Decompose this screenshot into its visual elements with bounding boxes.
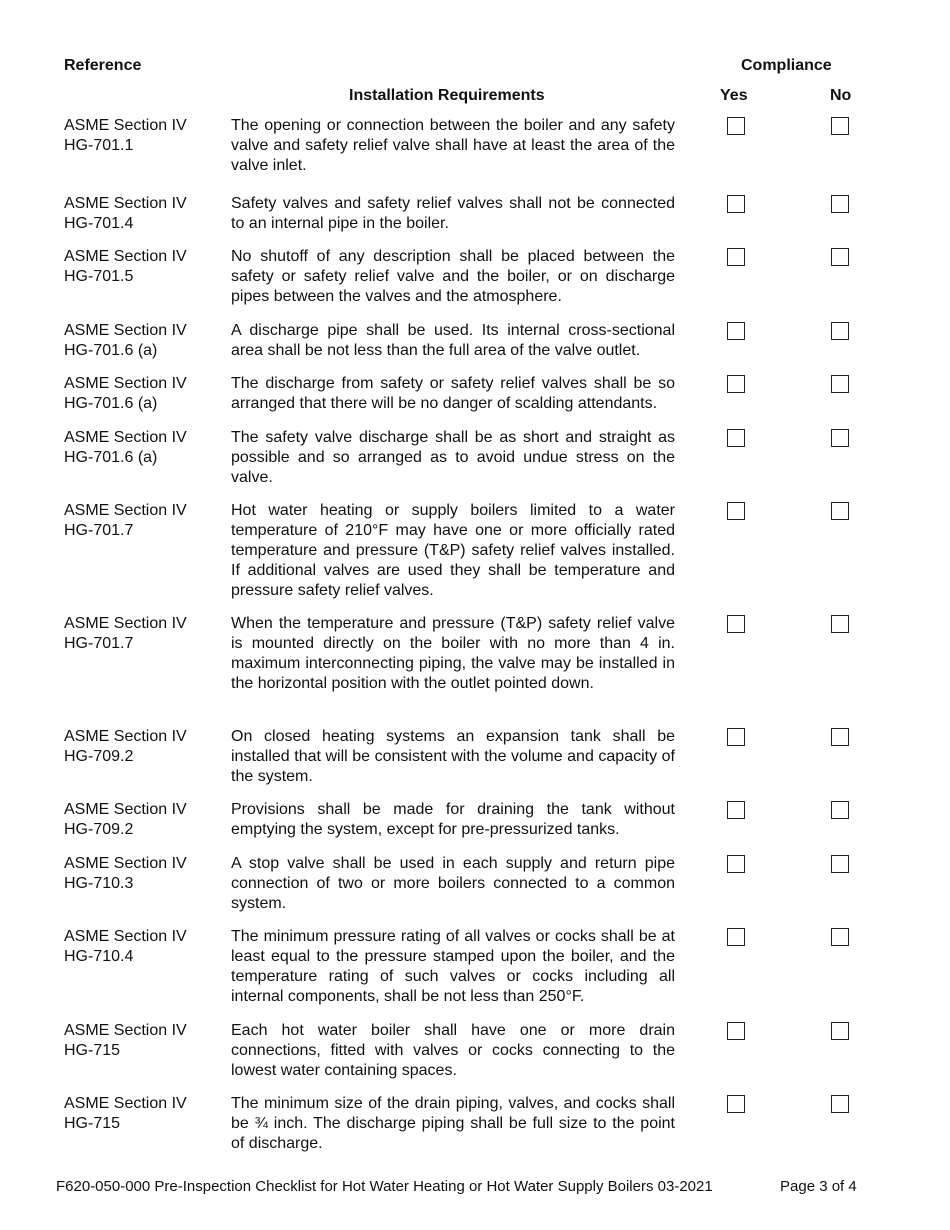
- reference-section: HG-710.4: [64, 948, 134, 965]
- yes-checkbox[interactable]: [727, 615, 745, 633]
- compliance-header: Compliance: [741, 57, 832, 74]
- requirement-text: The opening or connection between the boiler and any safety valve and safety relief valve shall have at least the area of the valve inlet.: [231, 117, 675, 174]
- page-number: Page 3 of 4: [780, 1178, 857, 1195]
- reference-section: HG-715: [64, 1042, 121, 1059]
- reference-cell: [64, 1021, 224, 1061]
- yes-checkbox[interactable]: [727, 855, 745, 873]
- reference-code: ASME Section IV: [64, 117, 187, 134]
- requirement-text: A discharge pipe shall be used. Its internal cross-sectional area shall be not less than the full area of the valve outlet.: [231, 322, 675, 359]
- requirement-text: Each hot water boiler shall have one or more drain connections, fitted with valves or cocks connecting to the lowest water containing spaces.: [231, 1022, 675, 1079]
- reference-code: ASME Section IV: [64, 615, 187, 632]
- requirement-text: A stop valve shall be used in each supply and return pipe connection of two or more boilers connected to a common system.: [231, 855, 675, 912]
- yes-checkbox[interactable]: [727, 1022, 745, 1040]
- reference-code: ASME Section IV: [64, 502, 187, 519]
- requirement-text: When the temperature and pressure (T&P) safety relief valve is mounted directly on the boiler with no more than 4 in. maximum interconnecting piping, the valve may be installed in the horizontal position with the outlet pointed down.: [231, 615, 675, 692]
- no-checkbox[interactable]: [831, 429, 849, 447]
- reference-header: Reference: [64, 57, 142, 74]
- yes-checkbox[interactable]: [727, 322, 745, 340]
- no-checkbox[interactable]: [831, 615, 849, 633]
- no-column-header: No: [830, 87, 852, 104]
- reference-cell: [64, 374, 224, 414]
- no-checkbox[interactable]: [831, 322, 849, 340]
- yes-checkbox[interactable]: [727, 195, 745, 213]
- reference-cell: [64, 321, 224, 361]
- requirement-text: The safety valve discharge shall be as short and straight as possible and so arranged as to avoid undue stress on the valve.: [231, 429, 675, 486]
- reference-code: ASME Section IV: [64, 322, 187, 339]
- form-title-footer: F620-050-000 Pre-Inspection Checklist for Hot Water Heating or Hot Water Supply Boilers 03-2021: [56, 1178, 713, 1195]
- no-checkbox[interactable]: [831, 248, 849, 266]
- no-checkbox[interactable]: [831, 195, 849, 213]
- reference-cell: [64, 194, 224, 234]
- yes-checkbox[interactable]: [727, 375, 745, 393]
- requirement-text: The minimum pressure rating of all valves or cocks shall be at least equal to the pressure stamped upon the boiler, and the temperature rating of such valves or cocks including all internal components, shall be not less than 250°F.: [231, 928, 675, 1005]
- yes-checkbox[interactable]: [727, 117, 745, 135]
- yes-column-header: Yes: [720, 87, 748, 104]
- reference-section: HG-710.3: [64, 875, 134, 892]
- no-checkbox[interactable]: [831, 928, 849, 946]
- reference-section: HG-701.6 (a): [64, 449, 158, 466]
- reference-cell: [64, 854, 224, 894]
- reference-code: ASME Section IV: [64, 195, 187, 212]
- no-checkbox[interactable]: [831, 375, 849, 393]
- reference-code: ASME Section IV: [64, 855, 187, 872]
- yes-checkbox[interactable]: [727, 928, 745, 946]
- reference-section: HG-701.1: [64, 137, 134, 154]
- reference-cell: [64, 501, 224, 541]
- requirement-text: Hot water heating or supply boilers limited to a water temperature of 210°F may have one or more officially rated temperature and pressure (T&P) safety relief valves installed. If additional valves are used they shall be temperature and pressure safety relief valves.: [231, 502, 675, 599]
- reference-code: ASME Section IV: [64, 928, 187, 945]
- reference-section: HG-701.7: [64, 635, 134, 652]
- no-checkbox[interactable]: [831, 1095, 849, 1113]
- yes-checkbox[interactable]: [727, 801, 745, 819]
- no-checkbox[interactable]: [831, 117, 849, 135]
- reference-code: ASME Section IV: [64, 429, 187, 446]
- yes-checkbox[interactable]: [727, 248, 745, 266]
- reference-code: ASME Section IV: [64, 375, 187, 392]
- requirement-text: No shutoff of any description shall be placed between the safety or safety relief valve and the boiler, or on discharge pipes between the valves and the atmosphere.: [231, 248, 675, 305]
- reference-cell: [64, 247, 224, 287]
- reference-cell: [64, 927, 224, 967]
- requirement-text: On closed heating systems an expansion tank shall be installed that will be consistent with the volume and capacity of the system.: [231, 728, 675, 785]
- yes-checkbox[interactable]: [727, 429, 745, 447]
- no-checkbox[interactable]: [831, 801, 849, 819]
- reference-code: ASME Section IV: [64, 248, 187, 265]
- reference-cell: [64, 116, 224, 156]
- reference-section: HG-709.2: [64, 748, 134, 765]
- reference-section: HG-701.4: [64, 215, 134, 232]
- reference-cell: [64, 1094, 224, 1134]
- requirement-text: The minimum size of the drain piping, valves, and cocks shall be ¾ inch. The discharge piping shall be full size to the point of discharge.: [231, 1095, 675, 1152]
- reference-cell: [64, 428, 224, 468]
- reference-code: ASME Section IV: [64, 728, 187, 745]
- no-checkbox[interactable]: [831, 502, 849, 520]
- requirement-text: Provisions shall be made for draining the tank without emptying the system, except for pre-pressurized tanks.: [231, 801, 675, 838]
- reference-code: ASME Section IV: [64, 1095, 187, 1112]
- requirement-text: Safety valves and safety relief valves shall not be connected to an internal pipe in the boiler.: [231, 195, 675, 232]
- reference-code: ASME Section IV: [64, 1022, 187, 1039]
- reference-cell: [64, 800, 224, 840]
- requirement-text: The discharge from safety or safety relief valves shall be so arranged that there will be no danger of scalding attendants.: [231, 375, 675, 412]
- yes-checkbox[interactable]: [727, 728, 745, 746]
- reference-section: HG-715: [64, 1115, 121, 1132]
- reference-section: HG-709.2: [64, 821, 134, 838]
- no-checkbox[interactable]: [831, 1022, 849, 1040]
- yes-checkbox[interactable]: [727, 1095, 745, 1113]
- no-checkbox[interactable]: [831, 728, 849, 746]
- reference-code: ASME Section IV: [64, 801, 187, 818]
- reference-cell: [64, 614, 224, 654]
- reference-section: HG-701.6 (a): [64, 395, 158, 412]
- installation-requirements-header: Installation Requirements: [349, 87, 545, 104]
- no-checkbox[interactable]: [831, 855, 849, 873]
- reference-section: HG-701.6 (a): [64, 342, 158, 359]
- reference-cell: [64, 727, 224, 767]
- reference-section: HG-701.7: [64, 522, 134, 539]
- yes-checkbox[interactable]: [727, 502, 745, 520]
- reference-section: HG-701.5: [64, 268, 134, 285]
